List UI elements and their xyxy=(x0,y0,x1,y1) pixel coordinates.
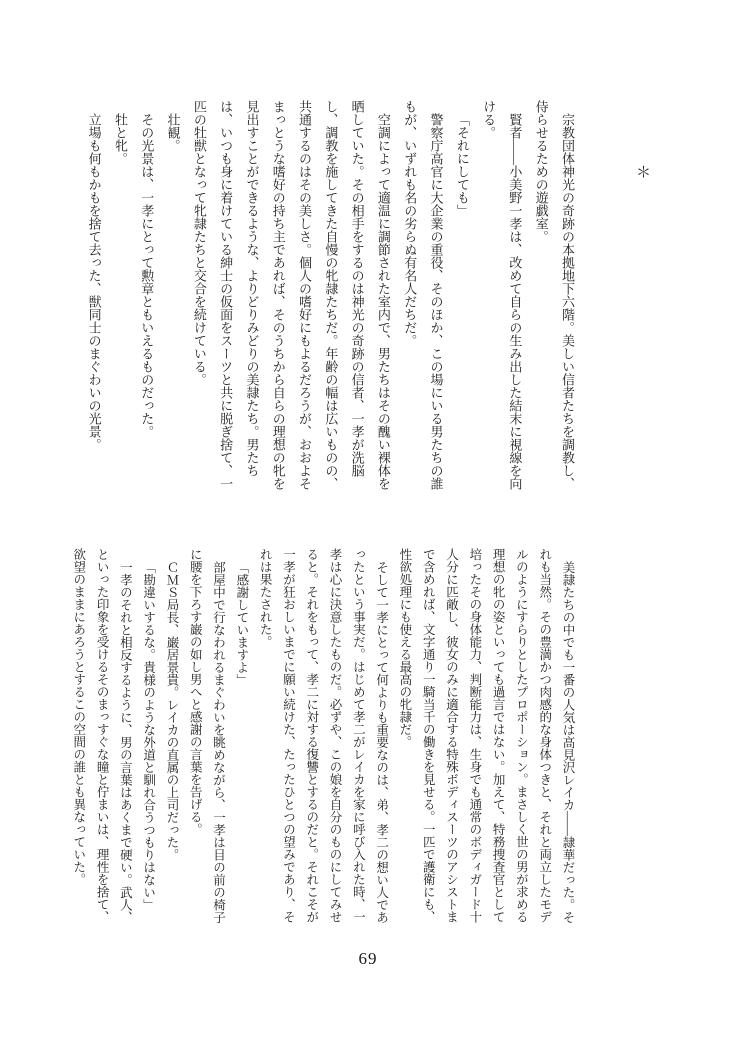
paragraph: 美隷たちの中でも一番の人気は高見沢レイカ――隷華だった。それも当然。その豊満かつ肉感的な身体つきと、それと両立したモデルのようにすらりとしたプロポーション。まさしく世の男が求める理想の牝の姿といっても過言ではない。加えて、特務捜査官として培ったその身体能力、判断能力は、生身でも通常のボディガード十人分に匹敵し、彼女のみに適合する特殊ボディスーツのアシストまで含めれば、文字通り一騎当千の働きを見せる。一匹で護衛にも、性欲処理にも使える最高の牝隷だ。 xyxy=(397,548,575,923)
top-text-block xyxy=(80,100,580,490)
paragraph: 空調によって適温に調節された室内で、男たちはその醜い裸体を晒していた。その相手をするのは神光の奇跡の信者、一孝が洗脳し、調教を施してきた自慢の牝隷たちだ。年齢の幅は広いものの、共通するのはその美しさ。個人の嗜好にもよるだろうが、おおよそまっとうな嗜好の持ち主であれば、そのうちから自らの理想の牝を見出すことができるような、よりどりみどりの美隷たち。男たちは、いつも身に着けている紳士の仮面をスーツと共に脱ぎ捨て、一匹の牡獣となって牝隷たちと交合を続けている。 xyxy=(191,100,391,490)
paragraph: 警察庁高官に大企業の重役、そのほか、この場にいる男たちの誰もが、いずれも名の劣らぬ有名人だちだ。 xyxy=(402,100,444,490)
paragraph: 賢者――小美野一孝は、改めて自らの生み出した結末に視線を向ける。 xyxy=(481,100,523,490)
paragraph: 一孝のそれと相反するように、男の言葉はあくまで硬い。武人、といった印象を受けるそのまっすぐな瞳と佇まいは、理性を捨て、欲望のままにあろうとするこの空間の誰とも異なっていた。 xyxy=(71,548,133,923)
paragraph: その光景は、一孝にとって勲章ともいえるものだった。 xyxy=(139,113,155,438)
paragraph: 「勘違いするな。貴様のような外道と馴れ合うつもりはない」 xyxy=(141,560,156,911)
paragraph: 壮観。 xyxy=(165,113,181,152)
paragraph: 牡と牝。 xyxy=(112,113,128,165)
paragraph: 「感謝していますよ」 xyxy=(234,560,249,686)
paragraph: 部屋中で行なわれるまぐわいを眺めながら、一孝は目の前の椅子に腰を下ろす巌の如し男へと感謝の言葉を告げる。 xyxy=(188,548,226,923)
page-number: 69 xyxy=(358,949,378,968)
paragraph: 「それにしても」 xyxy=(454,113,470,217)
paragraph: 宗教団体神光の奇跡の本拠地下六階。美しい信者たちを調教し、侍らせるための遊戯室。 xyxy=(533,100,575,490)
section-break-asterisk: ＊ xyxy=(636,165,652,181)
bottom-text-block xyxy=(66,548,579,923)
paragraph: そして一孝にとって何よりも重要なのは、弟、孝二の想い人であったという事実だ。はじめて孝二がレイカを家に呼び入れた時、一孝は心に決意したものだ。必ずや、この娘を自分のものにしてみせると。それをもって、孝二に対する復讐とするのだと。それこそが一孝が狂おしいまでに願い続けた、たったひとつの望みであり、それは果たされた。 xyxy=(258,548,389,923)
paragraph: ＣＭＳ局長、巌居景貴。レイカの直属の上司だった。 xyxy=(164,560,179,861)
paragraph: 立場も何もかもを捨て去った、獣同士のまぐわいの光景。 xyxy=(86,113,102,451)
